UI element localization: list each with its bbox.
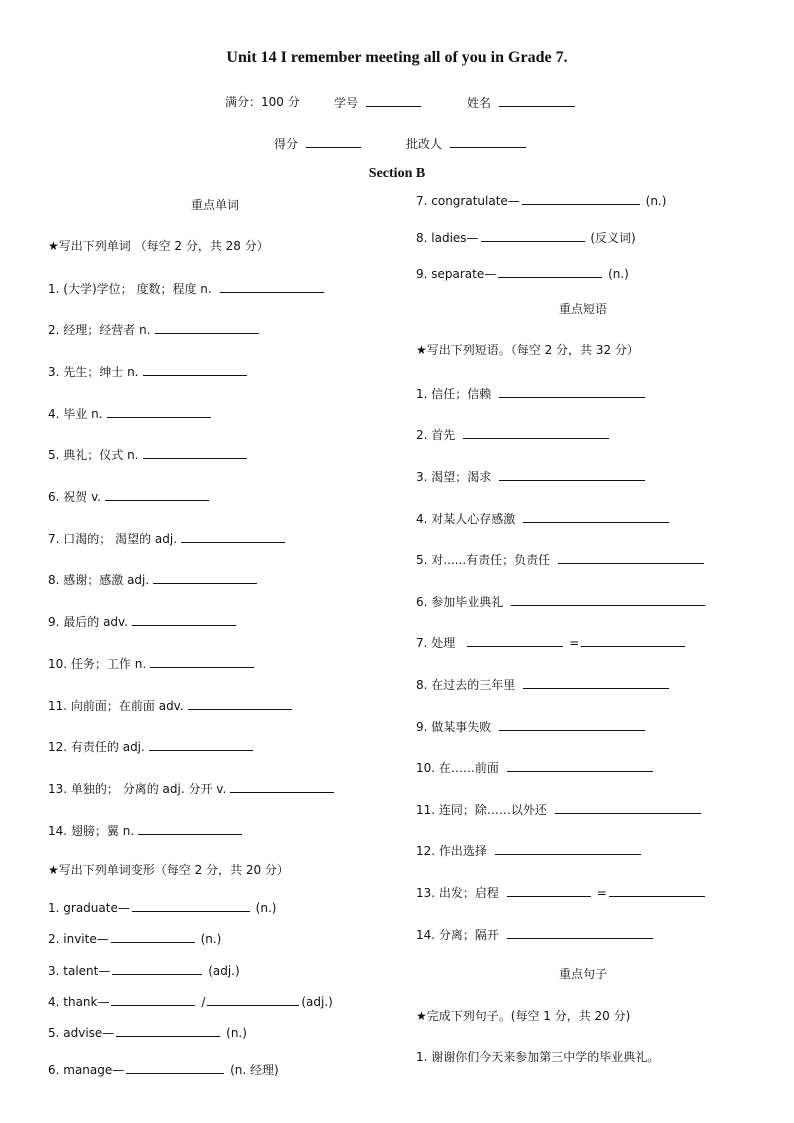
answer-blank[interactable] bbox=[111, 930, 195, 943]
answer-blank[interactable] bbox=[155, 321, 259, 334]
phrase-item: 7. 处理 = bbox=[416, 634, 687, 651]
name-label: 姓名 bbox=[467, 94, 577, 111]
score-blank[interactable] bbox=[306, 135, 361, 148]
form-item: 2. invite— (n.) bbox=[48, 932, 222, 946]
student-no-label: 学号 bbox=[334, 94, 423, 111]
answer-blank[interactable] bbox=[150, 655, 254, 668]
answer-blank[interactable] bbox=[495, 842, 641, 855]
word-item: 1. (大学)学位； 度数；程度 n. bbox=[48, 280, 326, 297]
answer-blank[interactable] bbox=[111, 993, 195, 1006]
answer-blank[interactable] bbox=[523, 510, 669, 523]
word-item: 11. 向前面；在前面 adv. bbox=[48, 697, 294, 714]
phrase-item: 10. 在……前面 bbox=[416, 759, 655, 776]
task2-instruction: ★写出下列单词变形（每空 2 分，共 20 分） bbox=[48, 863, 289, 877]
form-item: 1. graduate— (n.) bbox=[48, 901, 277, 915]
task1-instruction: ★写出下列单词 （每空 2 分，共 28 分） bbox=[48, 239, 269, 253]
score-label: 得分 bbox=[274, 135, 363, 152]
section-title: Section B bbox=[368, 166, 426, 181]
answer-blank[interactable] bbox=[499, 468, 645, 481]
answer-blank[interactable] bbox=[181, 530, 285, 543]
word-item: 12. 有责任的 adj. bbox=[48, 738, 255, 755]
phrase-item: 1. 信任；信赖 bbox=[416, 385, 647, 402]
answer-blank[interactable] bbox=[132, 899, 250, 912]
phrase-item: 14. 分离；隔开 bbox=[416, 926, 655, 943]
task4-instruction: ★完成下列句子。(每空 1 分，共 20 分) bbox=[416, 1009, 631, 1023]
answer-blank[interactable] bbox=[116, 1024, 220, 1037]
phrase-item: 9. 做某事失败 bbox=[416, 718, 647, 735]
phrase-item: 13. 出发；启程 = bbox=[416, 884, 707, 901]
heading-sentences: 重点句子 bbox=[559, 967, 608, 981]
answer-blank[interactable] bbox=[581, 634, 685, 647]
answer-blank[interactable] bbox=[153, 571, 257, 584]
sentence-item: 1. 谢谢你们今天来参加第三中学的毕业典礼。 bbox=[416, 1050, 660, 1064]
word-item: 14. 翅膀；翼 n. bbox=[48, 822, 244, 839]
answer-blank[interactable] bbox=[126, 1061, 224, 1074]
answer-blank[interactable] bbox=[523, 676, 669, 689]
form-item: 9. separate— (n.) bbox=[416, 267, 629, 281]
answer-blank[interactable] bbox=[188, 697, 292, 710]
page-title: Unit 14 I remember meeting all of you in Grade 7. bbox=[226, 49, 568, 66]
answer-blank[interactable] bbox=[498, 265, 602, 278]
answer-blank[interactable] bbox=[132, 613, 236, 626]
phrase-item: 12. 作出选择 bbox=[416, 842, 643, 859]
answer-blank[interactable] bbox=[230, 780, 334, 793]
answer-blank[interactable] bbox=[138, 822, 242, 835]
word-item: 4. 毕业 n. bbox=[48, 405, 213, 422]
form-item: 6. manage— (n. 经理) bbox=[48, 1063, 279, 1077]
phrase-item: 8. 在过去的三年里 bbox=[416, 676, 671, 693]
answer-blank[interactable] bbox=[558, 551, 704, 564]
answer-blank[interactable] bbox=[507, 884, 591, 897]
word-item: 3. 先生；绅士 n. bbox=[48, 363, 249, 380]
answer-blank[interactable] bbox=[507, 926, 653, 939]
heading-phrases: 重点短语 bbox=[559, 302, 608, 316]
answer-blank[interactable] bbox=[609, 884, 705, 897]
full-score: 满分：100 分 bbox=[225, 95, 300, 109]
answer-blank[interactable] bbox=[499, 718, 645, 731]
phrase-item: 5. 对......有责任；负责任 bbox=[416, 551, 706, 568]
answer-blank[interactable] bbox=[143, 446, 247, 459]
grader-label: 批改人 bbox=[406, 135, 528, 152]
answer-blank[interactable] bbox=[511, 593, 705, 606]
answer-blank[interactable] bbox=[481, 229, 585, 242]
answer-blank[interactable] bbox=[105, 488, 209, 501]
word-item: 8. 感谢；感激 adj. bbox=[48, 571, 259, 588]
answer-blank[interactable] bbox=[463, 426, 609, 439]
answer-blank[interactable] bbox=[467, 634, 563, 647]
word-item: 2. 经理；经营者 n. bbox=[48, 321, 261, 338]
answer-blank[interactable] bbox=[149, 738, 253, 751]
answer-blank[interactable] bbox=[522, 192, 640, 205]
phrase-item: 4. 对某人心存感激 bbox=[416, 510, 671, 527]
word-item: 13. 单独的； 分离的 adj. 分开 v. bbox=[48, 780, 336, 797]
answer-blank[interactable] bbox=[499, 385, 645, 398]
student-no-blank[interactable] bbox=[366, 94, 421, 107]
task3-instruction: ★写出下列短语。（每空 2 分，共 32 分） bbox=[416, 343, 639, 357]
phrase-item: 3. 渴望；渴求 bbox=[416, 468, 647, 485]
word-item: 10. 任务；工作 n. bbox=[48, 655, 256, 672]
phrase-item: 11. 连同；除……以外还 bbox=[416, 801, 703, 818]
answer-blank[interactable] bbox=[507, 759, 653, 772]
form-item: 4. thank— / (adj.) bbox=[48, 995, 333, 1009]
name-blank[interactable] bbox=[499, 94, 575, 107]
form-item: 3. talent— (adj.) bbox=[48, 964, 240, 978]
answer-blank[interactable] bbox=[107, 405, 211, 418]
form-item: 8. ladies— (反义词) bbox=[416, 231, 636, 245]
answer-blank[interactable] bbox=[143, 363, 247, 376]
word-item: 5. 典礼；仪式 n. bbox=[48, 446, 249, 463]
form-item: 5. advise— (n.) bbox=[48, 1026, 247, 1040]
word-item: 9. 最后的 adv. bbox=[48, 613, 238, 630]
answer-blank[interactable] bbox=[112, 962, 202, 975]
heading-words: 重点单词 bbox=[191, 198, 240, 212]
form-item: 7. congratulate— (n.) bbox=[416, 194, 667, 208]
answer-blank[interactable] bbox=[220, 280, 324, 293]
grader-blank[interactable] bbox=[450, 135, 526, 148]
phrase-item: 2. 首先 bbox=[416, 426, 611, 443]
phrase-item: 6. 参加毕业典礼 bbox=[416, 593, 707, 610]
answer-blank[interactable] bbox=[555, 801, 701, 814]
answer-blank[interactable] bbox=[207, 993, 299, 1006]
word-item: 7. 口渴的； 渴望的 adj. bbox=[48, 530, 287, 547]
word-item: 6. 祝贺 v. bbox=[48, 488, 211, 505]
